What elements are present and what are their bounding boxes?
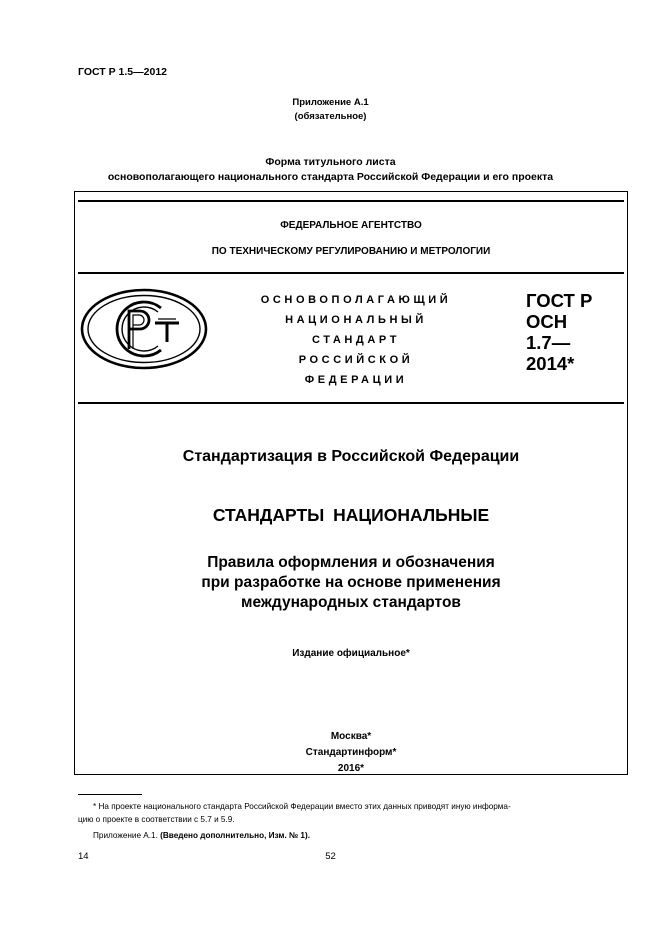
form-title-line2: основополагающего национального стандарта Российской Федерации и его проекта: [107, 171, 554, 183]
standard-type-line3: СТАНДАРТ: [311, 334, 401, 346]
form-title: [0, 155, 661, 185]
form-title-line1: Форма титульного листа: [265, 156, 396, 168]
page-number-center: 52: [325, 851, 336, 862]
designation-line1: ГОСТ Р: [526, 290, 593, 311]
gost-r-logo-icon: [79, 287, 209, 371]
title-sub-line3: международных стандартов: [241, 594, 461, 611]
title-sub-line1: Правила оформления и обозначения: [207, 554, 495, 571]
footnote-line1: * На проекте национального стандарта Российской Федерации вместо этих данных приводят иную информа-: [93, 802, 511, 811]
imprint: [74, 729, 628, 777]
imprint-publisher: Стандартинформ*: [305, 747, 397, 758]
standard-type-line4: РОССИЙСКОЙ: [298, 354, 414, 366]
standard-designation: [526, 290, 592, 374]
document-code: ГОСТ Р 1.5—2012: [78, 66, 168, 78]
amendment-bold: (Введено дополнительно, Изм. № 1).: [160, 831, 310, 840]
imprint-city: Москва*: [330, 731, 372, 742]
imprint-year: 2016*: [337, 763, 365, 774]
title-page-frame: [74, 191, 628, 775]
edition-note: Издание официальное*: [292, 648, 410, 659]
designation-line2: ОСН: [526, 311, 568, 332]
agency-line1: ФЕДЕРАЛЬНОЕ АГЕНТСТВО: [280, 220, 422, 231]
standard-type-line5: ФЕДЕРАЦИИ: [304, 374, 408, 386]
designation-line3: 1.7—: [526, 332, 571, 353]
standard-type: [222, 290, 490, 390]
standard-type-line1: ОСНОВОПОЛАГАЮЩИЙ: [260, 294, 452, 306]
title-general: Стандартизация в Российской Федерации: [182, 448, 520, 465]
designation-line4: 2014*: [526, 353, 575, 374]
title-main: СТАНДАРТЫ НАЦИОНАЛЬНЫЕ: [212, 505, 490, 525]
amendment-note: [93, 829, 633, 842]
appendix-title: Приложение А.1: [292, 97, 369, 108]
footnote-line2: цию о проекте в соответствии с 5.7 и 5.9.: [78, 815, 235, 824]
title-sub-line2: при разработке на основе применения: [201, 574, 501, 591]
agency-line2: ПО ТЕХНИЧЕСКОМУ РЕГУЛИРОВАНИЮ И МЕТРОЛОГИИ: [211, 246, 491, 257]
appendix-heading: [0, 96, 661, 124]
top-rule: [78, 200, 624, 202]
standard-type-line2: НАЦИОНАЛЬНЫЙ: [285, 314, 427, 326]
header-rule: [78, 272, 624, 274]
amendment-prefix: Приложение А.1.: [93, 831, 158, 840]
designation-rule: [78, 402, 624, 404]
title-sub: [74, 553, 628, 613]
page-number-left: 14: [78, 851, 89, 862]
footnote-rule: [78, 794, 142, 795]
appendix-status: (обязательное): [294, 111, 367, 122]
